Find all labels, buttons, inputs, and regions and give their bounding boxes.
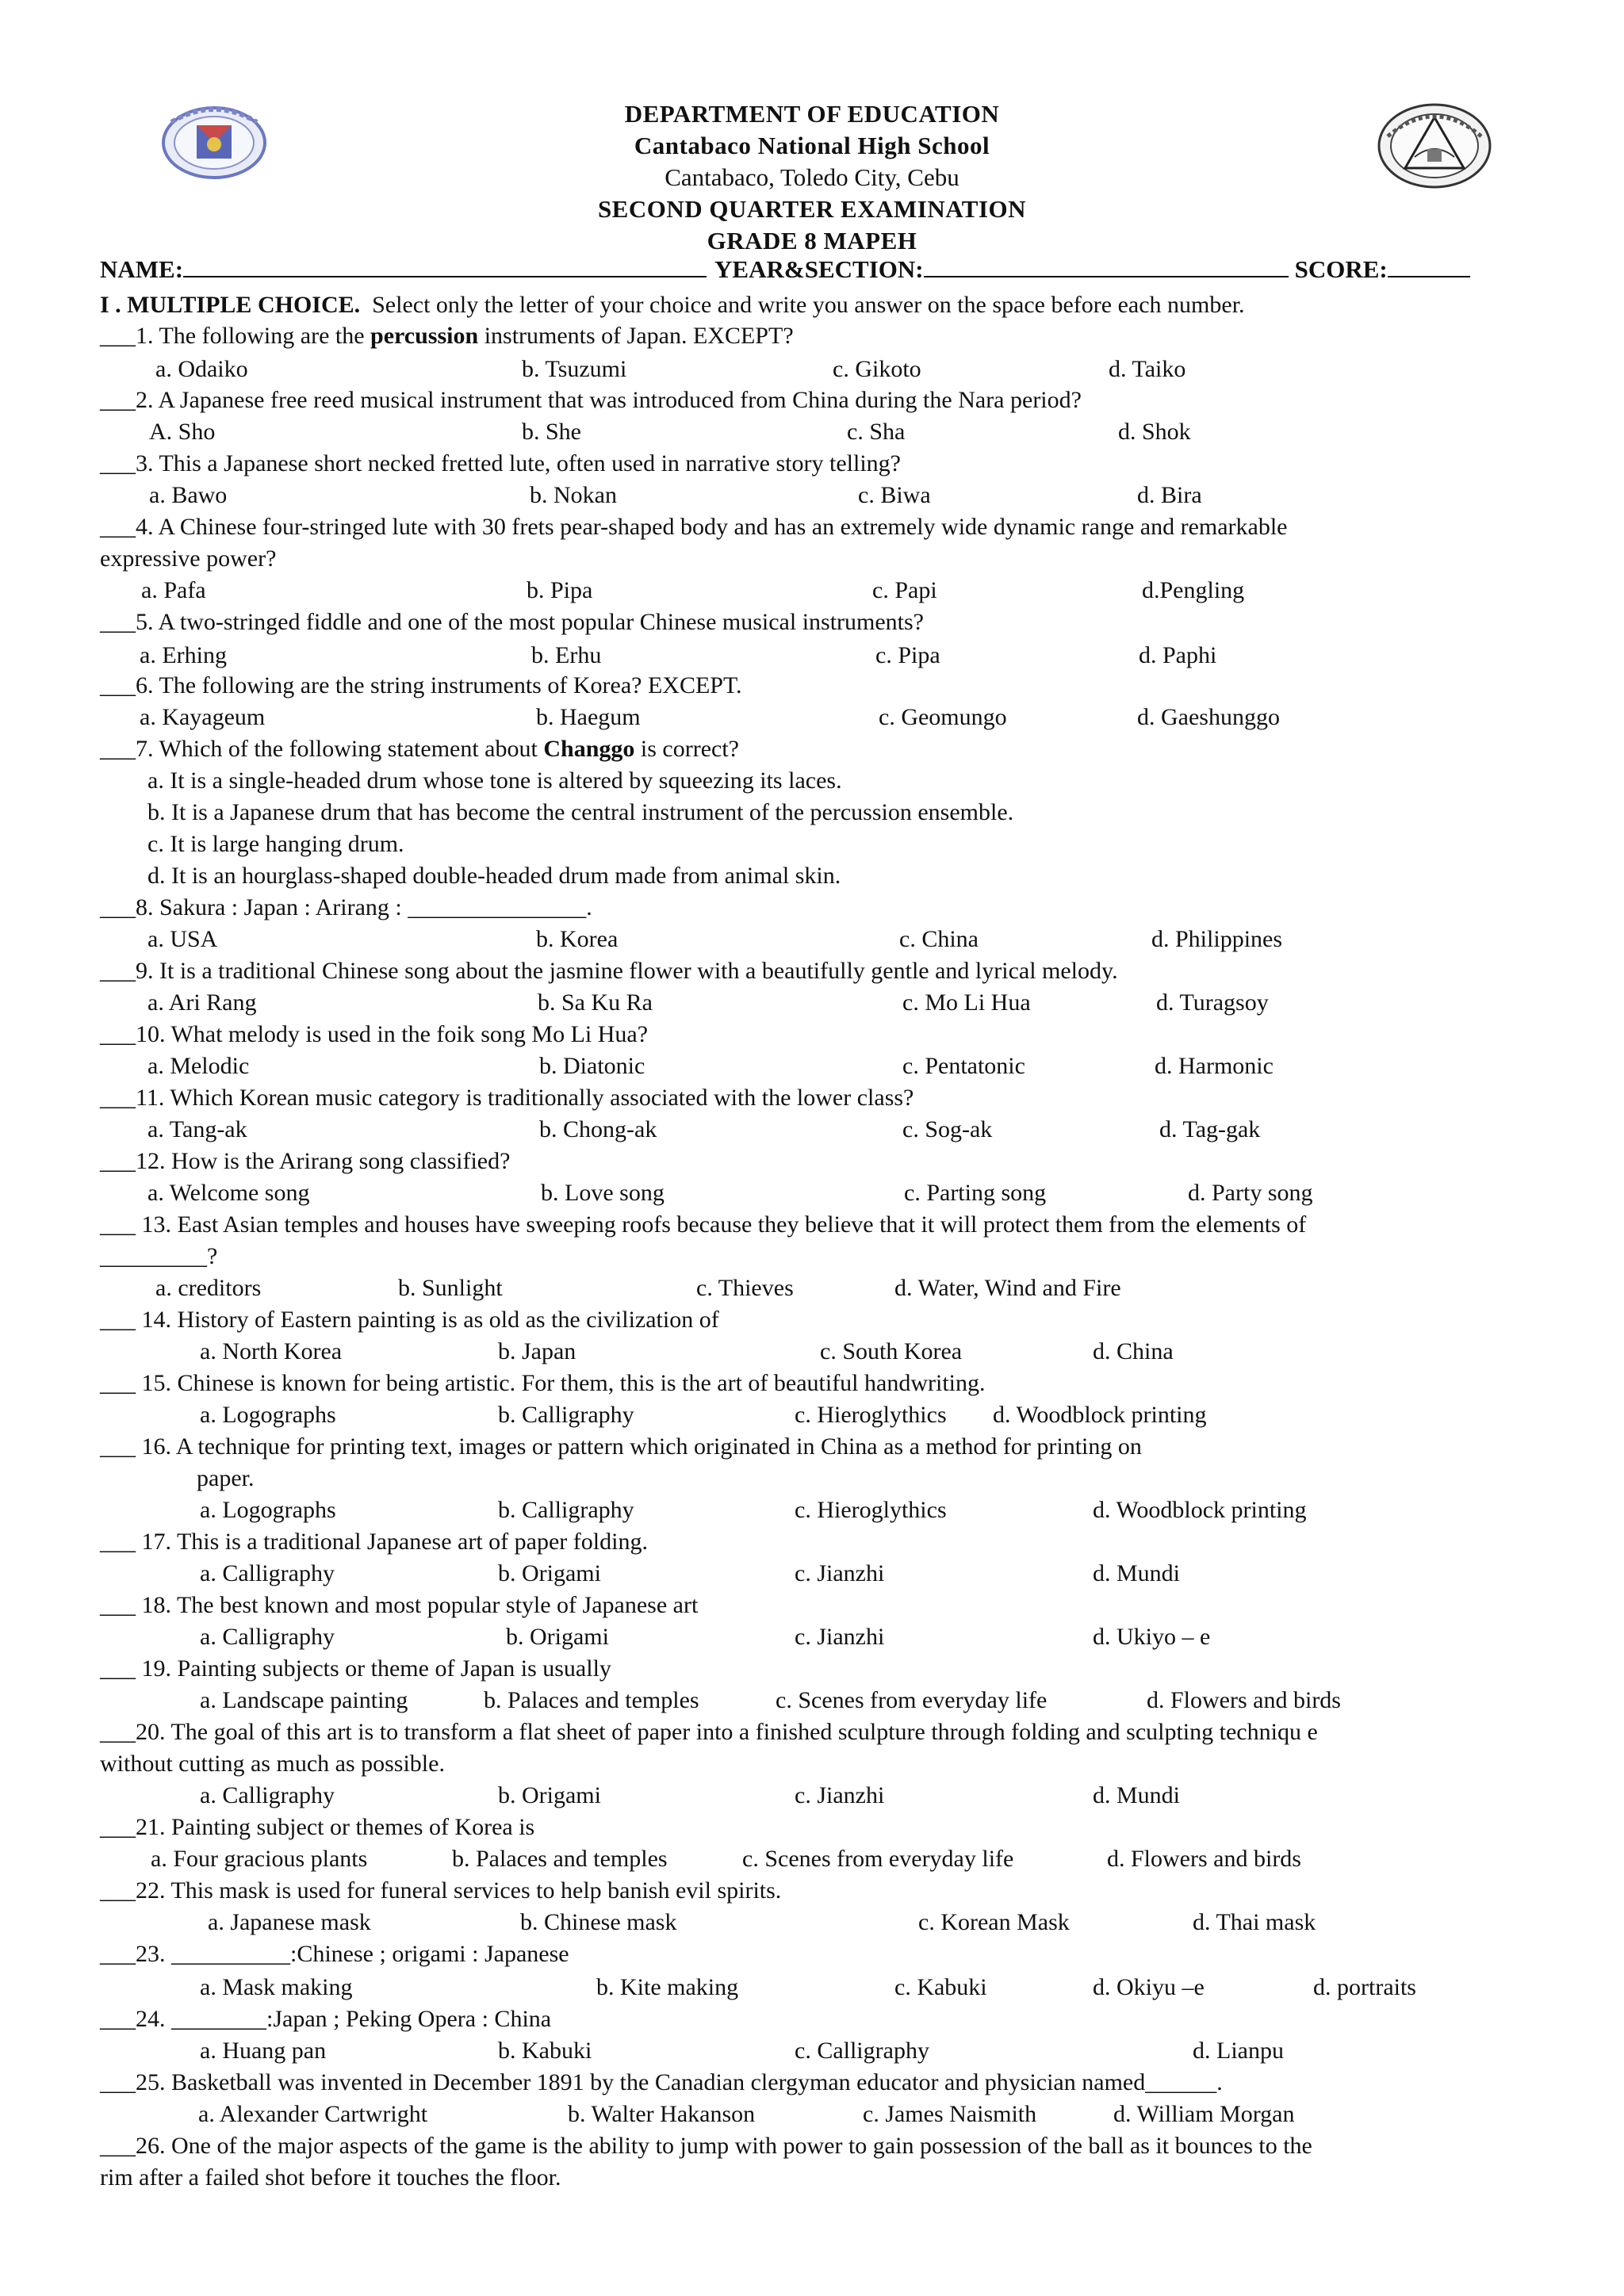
option-b: b. Calligraphy — [498, 1402, 634, 1428]
option-a: a. Logographs — [200, 1497, 336, 1523]
option-b: b. Erhu — [531, 642, 602, 668]
option-d-alt: d. portraits — [1313, 1974, 1416, 2000]
question-9: ___9. It is a traditional Chinese song about the jasmine flower with a beautifully gentle and lyrical melody. — [100, 958, 1118, 984]
option-c: c. Mo Li Hua — [902, 989, 1031, 1016]
question-10: ___10. What melody is used in the foik song Mo Li Hua? — [100, 1021, 649, 1047]
question-16: ___ 16. A technique for printing text, images or pattern which originated in China as a method for printing on — [100, 1433, 1142, 1460]
question-19: ___ 19. Painting subjects or theme of Japan is usually — [100, 1655, 611, 1682]
score-label: SCORE: — [1294, 255, 1388, 283]
option-c: c. Jianzhi — [795, 1782, 885, 1808]
option-a: a. North Korea — [200, 1338, 343, 1364]
option-b: b. She — [522, 419, 581, 445]
option-c: c. James Naismith — [863, 2101, 1037, 2127]
option-b: b. Diatonic — [539, 1053, 645, 1079]
option-c: c. Calligraphy — [795, 2038, 929, 2064]
option-c: c. Hieroglythics — [795, 1402, 947, 1428]
option-b: b. Palaces and temples — [484, 1687, 699, 1713]
option-a: a. Logographs — [200, 1402, 336, 1428]
year-section-blank[interactable] — [924, 255, 1289, 277]
option-a: a. Four gracious plants — [151, 1846, 368, 1872]
option-b: b. Calligraphy — [498, 1497, 634, 1523]
option-c: c. Pipa — [875, 642, 940, 668]
option-a: a. Huang pan — [200, 2038, 327, 2064]
question-20-continued: without cutting as much as possible. — [100, 1751, 445, 1777]
question-4-continued: expressive power? — [100, 545, 277, 572]
option-a: a. Landscape painting — [200, 1687, 408, 1713]
section-instruction: Select only the letter of your choice and write you answer on the space before each number. — [372, 292, 1245, 318]
option-c: c. China — [899, 926, 979, 952]
option-b: b. Pipa — [527, 577, 593, 603]
option-b: b. Origami — [498, 1782, 601, 1808]
option-c: c. Biwa — [858, 482, 931, 508]
option-d: d. Paphi — [1139, 642, 1217, 668]
option-a: a. Kayageum — [140, 704, 266, 730]
option-c: c. Pentatonic — [902, 1053, 1025, 1079]
question-25: ___25. Basketball was invented in December 1891 by the Canadian clergyman educator and physician named______. — [100, 2069, 1223, 2095]
option-c: c. Jianzhi — [795, 1560, 885, 1586]
option-c: c. Korean Mask — [918, 1909, 1070, 1935]
question-13: ___ 13. East Asian temples and houses have sweeping roofs because they believe that it will protect them from the elements of — [100, 1211, 1307, 1238]
question-16-continued: paper. — [197, 1465, 255, 1491]
question-22: ___22. This mask is used for funeral services to help banish evil spirits. — [100, 1877, 782, 1904]
score-blank[interactable] — [1388, 255, 1470, 277]
option-a: a. Japanese mask — [208, 1909, 371, 1935]
option-a: a. Welcome song — [147, 1180, 310, 1206]
option-d: d. Woodblock printing — [993, 1402, 1207, 1428]
option-d: d. Taiko — [1109, 356, 1186, 382]
student-info-line — [100, 255, 1470, 284]
option-a: a. Odaiko — [155, 356, 248, 382]
option-b: b. Walter Hakanson — [568, 2101, 756, 2127]
option-a: a. Tang-ak — [147, 1116, 247, 1142]
question-15: ___ 15. Chinese is known for being artistic. For them, this is the art of beautiful handwriting. — [100, 1370, 986, 1396]
question-11: ___11. Which Korean music category is traditionally associated with the lower class? — [100, 1085, 914, 1111]
name-blank[interactable] — [183, 255, 707, 277]
option-d: d. Tag-gak — [1159, 1116, 1261, 1142]
name-label: NAME: — [100, 255, 184, 283]
option-b: b. Kite making — [596, 1974, 739, 2000]
option-d: d. China — [1093, 1338, 1174, 1364]
option-b: b. Chong-ak — [539, 1116, 657, 1142]
option-d: d. Thai mask — [1193, 1909, 1316, 1935]
department-title: DEPARTMENT OF EDUCATION — [624, 100, 1000, 128]
option-a: a. Ari Rang — [147, 989, 257, 1016]
option-b: b. It is a Japanese drum that has become the central instrument of the percussion ensemble. — [147, 799, 1014, 825]
option-d: d. Water, Wind and Fire — [894, 1275, 1121, 1301]
question-7: ___7. Which of the following statement about Changgo is correct? — [100, 736, 739, 762]
option-c: c. Parting song — [904, 1180, 1047, 1206]
question-18: ___ 18. The best known and most popular style of Japanese art — [100, 1592, 699, 1618]
option-c: c. Papi — [872, 577, 937, 603]
option-a: a. Bawo — [149, 482, 228, 508]
question-26-continued: rim after a failed shot before it touches the floor. — [100, 2164, 561, 2191]
option-d: d. Philippines — [1151, 926, 1283, 952]
option-d: d. William Morgan — [1113, 2101, 1295, 2127]
option-b: b. Palaces and temples — [452, 1846, 668, 1872]
option-d: d. Ukiyo – e — [1093, 1624, 1211, 1650]
option-c: c. Scenes from everyday life — [776, 1687, 1048, 1713]
question-14: ___ 14. History of Eastern painting is as old as the civilization of — [100, 1307, 719, 1333]
option-b: b. Sa Ku Ra — [538, 989, 653, 1016]
question-17: ___ 17. This is a traditional Japanese art of paper folding. — [100, 1529, 648, 1555]
question-13-continued: _________? — [100, 1243, 218, 1269]
option-a: a. Calligraphy — [200, 1560, 335, 1586]
option-b: b. Korea — [536, 926, 619, 952]
option-a: a. Calligraphy — [200, 1624, 335, 1650]
option-b: b. Kabuki — [498, 2038, 592, 2064]
option-c: c. Gikoto — [833, 356, 921, 382]
option-a: a. Erhing — [140, 642, 227, 668]
option-c: c. Hieroglythics — [795, 1497, 947, 1523]
option-d: d. Flowers and birds — [1107, 1846, 1301, 1872]
question-8: ___8. Sakura : Japan : Arirang : _______________. — [100, 894, 592, 920]
option-d: d. Party song — [1188, 1180, 1313, 1206]
option-b: b. Origami — [506, 1624, 609, 1650]
option-a: a. Calligraphy — [200, 1782, 335, 1808]
option-d: d. Shok — [1118, 419, 1191, 445]
school-address: Cantabaco, Toledo City, Cebu — [665, 163, 959, 191]
option-d: d. Gaeshunggo — [1137, 704, 1280, 730]
exam-title: SECOND QUARTER EXAMINATION — [597, 195, 1027, 223]
option-c: c. It is large hanging drum. — [147, 831, 404, 857]
option-b: b. Origami — [498, 1560, 601, 1586]
section-title: I . MULTIPLE CHOICE. — [100, 292, 361, 318]
question-6: ___6. The following are the string instruments of Korea? EXCEPT. — [100, 672, 742, 698]
option-a: A. Sho — [149, 419, 216, 445]
option-a: a. Mask making — [200, 1974, 353, 2000]
question-3: ___3. This a Japanese short necked fretted lute, often used in narrative story telling? — [100, 450, 901, 476]
question-1: ___1. The following are the percussion instruments of Japan. EXCEPT? — [100, 323, 794, 349]
option-d: d. Flowers and birds — [1147, 1687, 1341, 1713]
option-c: c. Sog-ak — [902, 1116, 993, 1142]
option-a: a. Alexander Cartwright — [198, 2101, 428, 2127]
option-d: d. Okiyu –e — [1093, 1974, 1205, 2000]
question-12: ___12. How is the Arirang song classified? — [100, 1148, 511, 1174]
option-d: d. Mundi — [1093, 1782, 1181, 1808]
option-c: c. Jianzhi — [795, 1624, 885, 1650]
option-b: b. Japan — [498, 1338, 576, 1364]
option-c: c. Scenes from everyday life — [742, 1846, 1014, 1872]
option-c: c. Thieves — [696, 1275, 794, 1301]
question-4: ___4. A Chinese four-stringed lute with 30 frets pear-shaped body and has an extremely wide dynamic range and remarkable — [100, 514, 1288, 540]
option-b: b. Love song — [541, 1180, 665, 1206]
option-c: c. Geomungo — [879, 704, 1007, 730]
option-c: c. South Korea — [820, 1338, 963, 1364]
question-5: ___5. A two-stringed fiddle and one of the most popular Chinese musical instruments? — [100, 609, 924, 635]
option-d: d.Pengling — [1142, 577, 1245, 603]
option-d: d. Bira — [1137, 482, 1202, 508]
option-b: b. Haegum — [536, 704, 641, 730]
option-d: d. It is an hourglass-shaped double-headed drum made from animal skin. — [147, 863, 841, 889]
option-a: a. It is a single-headed drum whose tone is altered by squeezing its laces. — [147, 767, 842, 794]
year-section-label: YEAR&SECTION: — [714, 255, 924, 283]
option-a: a. Pafa — [141, 577, 206, 603]
option-d: d. Lianpu — [1193, 2038, 1284, 2064]
option-c: c. Sha — [847, 419, 906, 445]
school-name: Cantabaco National High School — [634, 132, 990, 159]
question-24: ___24. ________:Japan ; Peking Opera : China — [100, 2006, 552, 2032]
option-b: b. Chinese mask — [520, 1909, 677, 1935]
grade-subject: GRADE 8 MAPEH — [707, 227, 917, 254]
option-c: c. Kabuki — [894, 1974, 987, 2000]
option-d: d. Woodblock printing — [1093, 1497, 1307, 1523]
option-d: d. Harmonic — [1155, 1053, 1274, 1079]
option-d: d. Turagsoy — [1156, 989, 1269, 1016]
option-a: a. USA — [147, 926, 218, 952]
option-b: b. Nokan — [530, 482, 617, 508]
question-2: ___2. A Japanese free reed musical instrument that was introduced from China during the Nara period? — [100, 387, 1082, 413]
section-heading — [100, 290, 1245, 320]
option-b: b. Sunlight — [398, 1275, 503, 1301]
question-26: ___26. One of the major aspects of the game is the ability to jump with power to gain possession of the ball as it bounces to the — [100, 2133, 1312, 2159]
question-23: ___23. __________:Chinese ; origami : Japanese — [100, 1941, 569, 1967]
option-a: a. creditors — [155, 1275, 262, 1301]
option-a: a. Melodic — [147, 1053, 250, 1079]
option-b: b. Tsuzumi — [522, 356, 627, 382]
question-21: ___21. Painting subject or themes of Korea is — [100, 1814, 535, 1840]
question-20: ___20. The goal of this art is to transform a flat sheet of paper into a finished sculpture through folding and sculpting techniqu e — [100, 1719, 1318, 1745]
option-d: d. Mundi — [1093, 1560, 1181, 1586]
